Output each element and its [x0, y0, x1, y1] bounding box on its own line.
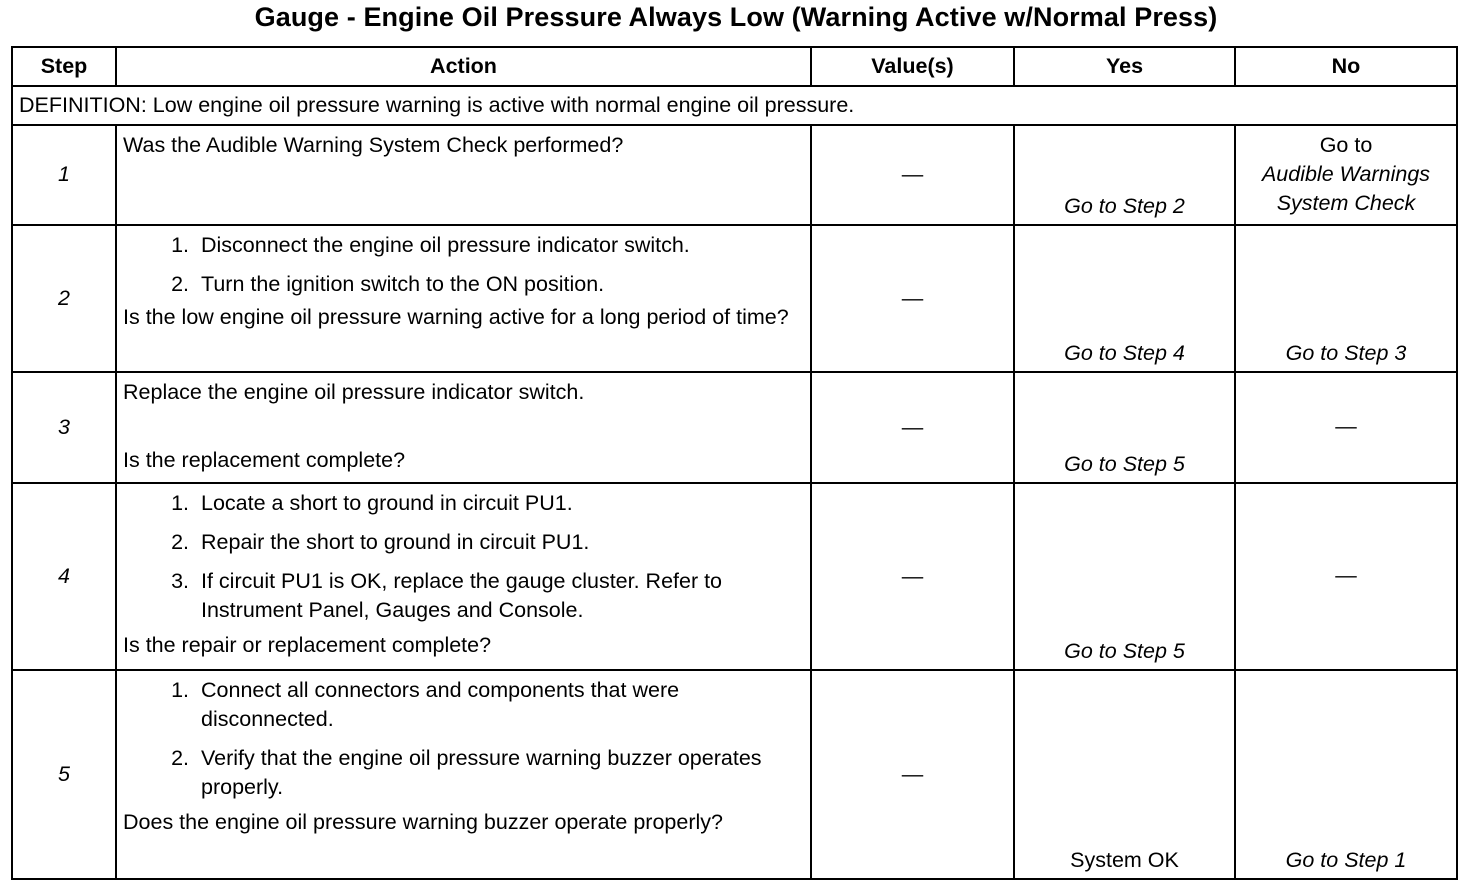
action-list: [123, 676, 804, 802]
action-question: Does the engine oil pressure warning buzzer operate properly?: [123, 810, 723, 835]
header-no: No: [1235, 47, 1457, 86]
action-text: Replace the engine oil pressure indicator switch.: [123, 380, 585, 405]
definition-row: [12, 86, 1457, 124]
action-question: Is the low engine oil pressure warning active for a long period of time?: [123, 305, 789, 330]
step-number: 5: [12, 670, 116, 879]
table-row: [12, 372, 1457, 483]
step-number: 1: [12, 125, 116, 226]
no-cell: Go to Step 1: [1235, 670, 1457, 879]
value-cell: —: [811, 225, 1014, 372]
no-line: System Check: [1276, 190, 1416, 215]
table-row: [12, 225, 1457, 372]
diagnostic-table: [11, 46, 1458, 880]
header-values: Value(s): [811, 47, 1014, 86]
action-question: Is the replacement complete?: [123, 448, 406, 473]
list-item: 1. Connect all connectors and components that were disconnected.: [171, 678, 680, 732]
value-cell: —: [811, 372, 1014, 483]
action-cell: [116, 225, 811, 372]
action-list: [123, 489, 804, 625]
yes-cell: Go to Step 4: [1014, 225, 1235, 372]
yes-cell: System OK: [1014, 670, 1235, 879]
step-number: 4: [12, 483, 116, 670]
action-cell: [116, 372, 811, 483]
step-number: 3: [12, 372, 116, 483]
no-cell: Go to Step 3: [1235, 225, 1457, 372]
page-title: Gauge - Engine Oil Pressure Always Low (Warning Active w/Normal Press): [254, 2, 1218, 32]
list-item: 1. Disconnect the engine oil pressure indicator switch.: [171, 233, 690, 258]
definition-text: DEFINITION: Low engine oil pressure warning is active with normal engine oil pressure.: [12, 86, 1457, 124]
no-line: Audible Warnings: [1261, 161, 1431, 186]
list-item: 2. Verify that the engine oil pressure warning buzzer operates properly.: [171, 746, 762, 800]
action-cell: [116, 670, 811, 879]
list-item: 3. If circuit PU1 is OK, replace the gauge cluster. Refer to Instrument Panel, Gauges and Console.: [171, 569, 723, 623]
header-step: Step: [12, 47, 116, 86]
yes-cell: Go to Step 5: [1014, 483, 1235, 670]
no-cell: —: [1235, 483, 1457, 670]
yes-cell: Go to Step 5: [1014, 372, 1235, 483]
action-list: [123, 231, 804, 299]
action-cell: [116, 125, 811, 226]
header-action: Action: [116, 47, 811, 86]
list-item: 2. Repair the short to ground in circuit PU1.: [171, 530, 590, 555]
header-yes: Yes: [1014, 47, 1235, 86]
value-cell: —: [811, 670, 1014, 879]
table-row: [12, 483, 1457, 670]
table-row: [12, 670, 1457, 879]
action-question: Is the repair or replacement complete?: [123, 633, 492, 658]
no-cell: [1235, 125, 1457, 226]
action-cell: [116, 483, 811, 670]
value-cell: —: [811, 125, 1014, 226]
list-item: 2. Turn the ignition switch to the ON position.: [171, 272, 605, 297]
no-cell: —: [1235, 372, 1457, 483]
step-number: 2: [12, 225, 116, 372]
list-item: 1. Locate a short to ground in circuit PU1.: [171, 491, 573, 516]
value-cell: —: [811, 483, 1014, 670]
yes-cell: Go to Step 2: [1014, 125, 1235, 226]
action-question: Was the Audible Warning System Check performed?: [123, 132, 624, 157]
table-row: [12, 125, 1457, 226]
header-row: [12, 47, 1457, 86]
no-line: Go to: [1319, 132, 1373, 157]
